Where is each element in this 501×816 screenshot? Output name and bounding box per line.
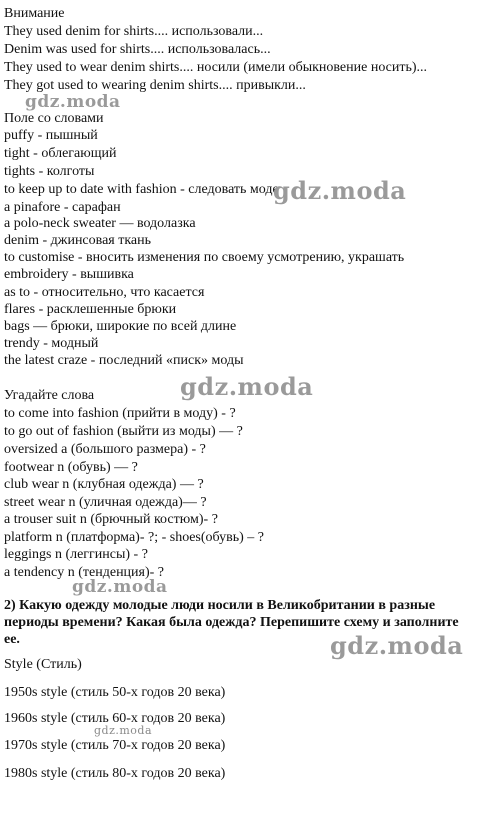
vocabulary-item: a pinafore - сарафан	[4, 200, 121, 215]
guess-item: club wear n (клубная одежда) — ?	[4, 477, 204, 492]
style-period: 1950s style (стиль 50-х годов 20 века)	[4, 685, 226, 700]
guess-item: to come into fashion (прийти в моду) - ?	[4, 406, 236, 421]
watermark: gdz.moda	[180, 372, 314, 401]
guess-item: to go out of fashion (выйти из моды) — ?	[4, 424, 243, 439]
watermark: gdz.moda	[273, 176, 407, 205]
style-heading: Style (Стиль)	[4, 657, 82, 672]
attention-line: They used to wear denim shirts.... носили (имели обыкновение носить)...	[4, 60, 428, 75]
guess-item: a trouser suit n (брючный костюм)- ?	[4, 512, 218, 527]
guess-item: footwear n (обувь) — ?	[4, 460, 138, 475]
vocabulary-item: denim - джинсовая ткань	[4, 233, 152, 248]
guess-title: Угадайте слова	[4, 388, 95, 403]
vocabulary-item: puffy - пышный	[4, 128, 98, 143]
vocabulary-item: as to - относительно, что касается	[4, 285, 205, 300]
vocabulary-item: flares - расклешенные брюки	[4, 302, 177, 317]
vocabulary-item: the latest craze - последний «писк» моды	[4, 353, 244, 368]
vocabulary-item: tights - колготы	[4, 164, 95, 179]
attention-line: Denim was used for shirts.... использовалась...	[4, 42, 271, 57]
vocabulary-item: to customise - вносить изменения по своему усмотрению, украшать	[4, 250, 405, 265]
section-title-attention: Внимание	[4, 6, 65, 21]
task2-question: периоды времени? Какая была одежда? Перепишите схему и заполните	[4, 615, 459, 630]
vocabulary-item: trendy - модный	[4, 336, 99, 351]
task2-question: 2) Какую одежду молодые люди носили в Великобритании в разные	[4, 598, 436, 613]
vocabulary-title: Поле со словами	[4, 111, 104, 126]
watermark: gdz.moda	[94, 724, 153, 737]
guess-item: a tendency n (тенденция)- ?	[4, 565, 165, 580]
watermark: gdz.moda	[330, 631, 464, 660]
style-period: 1970s style (стиль 70-х годов 20 века)	[4, 738, 226, 753]
attention-line: They got used to wearing denim shirts.... привыкли...	[4, 78, 306, 93]
guess-item: street wear n (уличная одежда)— ?	[4, 495, 207, 510]
task2-question: ее.	[4, 632, 20, 647]
guess-item: platform n (платформа)- ?; - shoes(обувь) – ?	[4, 530, 264, 545]
style-period: 1960s style (стиль 60-х годов 20 века)	[4, 711, 226, 726]
attention-line: They used denim for shirts.... использовали...	[4, 24, 264, 39]
style-period: 1980s style (стиль 80-х годов 20 века)	[4, 766, 226, 781]
vocabulary-item: to keep up to date with fashion - следовать моде	[4, 182, 279, 197]
guess-item: oversized a (большого размера) - ?	[4, 442, 206, 457]
vocabulary-item: tight - облегающий	[4, 146, 117, 161]
watermark: gdz.moda	[72, 577, 168, 597]
vocabulary-item: embroidery - вышивка	[4, 267, 134, 282]
watermark: gdz.moda	[25, 92, 121, 112]
guess-item: leggings n (леггинсы) - ?	[4, 547, 148, 562]
vocabulary-item: bags — брюки, широкие по всей длине	[4, 319, 237, 334]
vocabulary-item: a polo-neck sweater — водолазка	[4, 216, 196, 231]
